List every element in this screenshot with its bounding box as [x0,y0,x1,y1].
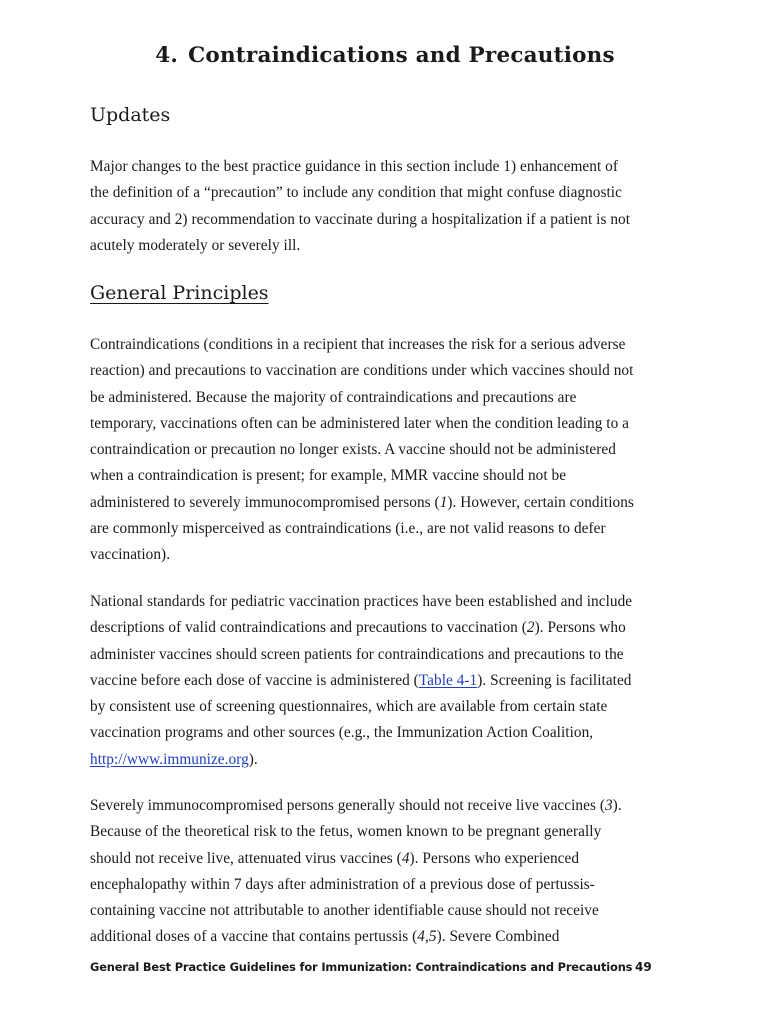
text-line: vaccination programs and other sources (e.g., the Immunization Action Coalition, [90,724,594,742]
text-line: reaction) and precautions to vaccination are conditions under which vaccines should not [90,362,634,380]
text-line: administer vaccines should screen patients for contraindications and precautions to the [90,645,624,663]
text-line: vaccination). [90,546,171,564]
text-line [90,846,680,872]
immunocompromised-paragraph [90,793,680,951]
text-line: are commonly misperceived as contraindications (i.e., are not valid reasons to defer [90,520,606,538]
text-line: National standards for pediatric vaccination practices have been established and include [90,593,633,610]
national-standards-paragraph [90,589,680,773]
text-line [90,924,680,950]
table-4-1-link[interactable]: Table 4-1 [418,671,478,689]
text-segment: ). However, certain conditions [447,493,634,511]
updates-paragraph [90,154,680,259]
text-line [90,490,680,516]
citation-ref: 4,5 [417,928,437,946]
text-line [90,668,680,694]
text-segment: ). Screening is facilitated [477,671,632,689]
text-line: Contraindications (conditions in a recipient that increases the risk for a serious adverse [90,336,626,353]
text-line [90,747,680,773]
text-line: acutely moderately or severely ill. [90,236,301,254]
text-line [90,615,680,641]
text-segment: should not receive live, attenuated virus vaccines ( [90,849,402,867]
updates-heading: Updates [90,104,171,126]
text-line: encephalopathy within 7 days after administration of a previous dose of pertussis- [90,875,595,893]
text-line: the definition of a “precaution” to include any condition that might confuse diagnostic [90,184,622,202]
text-line: Because of the theoretical risk to the fetus, women known to be pregnant generally [90,823,602,841]
citation-ref: 3 [604,797,613,814]
text-segment: descriptions of valid contraindications and precautions to vaccination ( [90,619,527,637]
text-line: by consistent use of screening questionnaires, which are available from certain state [90,698,608,716]
text-line: when a contraindication is present; for example, MMR vaccine should not be [90,467,567,485]
text-segment: ). Persons who experienced [409,849,580,867]
page-footer: General Best Practice Guidelines for Immunization: Contraindications and Precautions [90,960,633,974]
text-segment: additional doses of a vaccine that contains pertussis ( [90,928,418,946]
text-segment: ). [248,750,258,768]
text-line [90,793,680,819]
text-segment: ). Severe Combined [436,928,560,946]
text-segment: ). Persons who [534,619,626,637]
text-segment: administered to severely immunocompromised persons ( [90,493,440,511]
text-line: Major changes to the best practice guidance in this section include 1) enhancement of [90,158,618,175]
text-line: accuracy and 2) recommendation to vaccinate during a hospitalization if a patient is not [90,210,631,228]
citation-ref: 2 [526,619,535,637]
immunize-org-link[interactable]: http://www.immunize.org [90,750,249,768]
chapter-title: Contraindications and Precautions [188,43,615,68]
text-line: containing vaccine not attributable to another identifiable cause should not receive [90,902,599,920]
page-number: 49 [635,960,652,974]
contraindications-paragraph [90,332,680,569]
text-segment: Severely immunocompromised persons generally should not receive live vaccines ( [90,797,605,814]
page-title [90,43,680,68]
document-page [90,0,680,1024]
chapter-number: 4. [155,43,179,68]
general-principles-heading: General Principles [90,282,269,304]
text-segment: vaccine before each dose of vaccine is administered ( [90,671,419,689]
text-line: contraindication or precaution no longer exists. A vaccine should not be administered [90,441,616,459]
text-segment: ). [612,797,622,814]
text-line: temporary, vaccinations often can be administered later when the condition leading to a [90,414,629,432]
citation-ref: 1 [439,493,448,511]
citation-ref: 4 [401,849,410,867]
text-line: be administered. Because the majority of contraindications and precautions are [90,388,577,406]
